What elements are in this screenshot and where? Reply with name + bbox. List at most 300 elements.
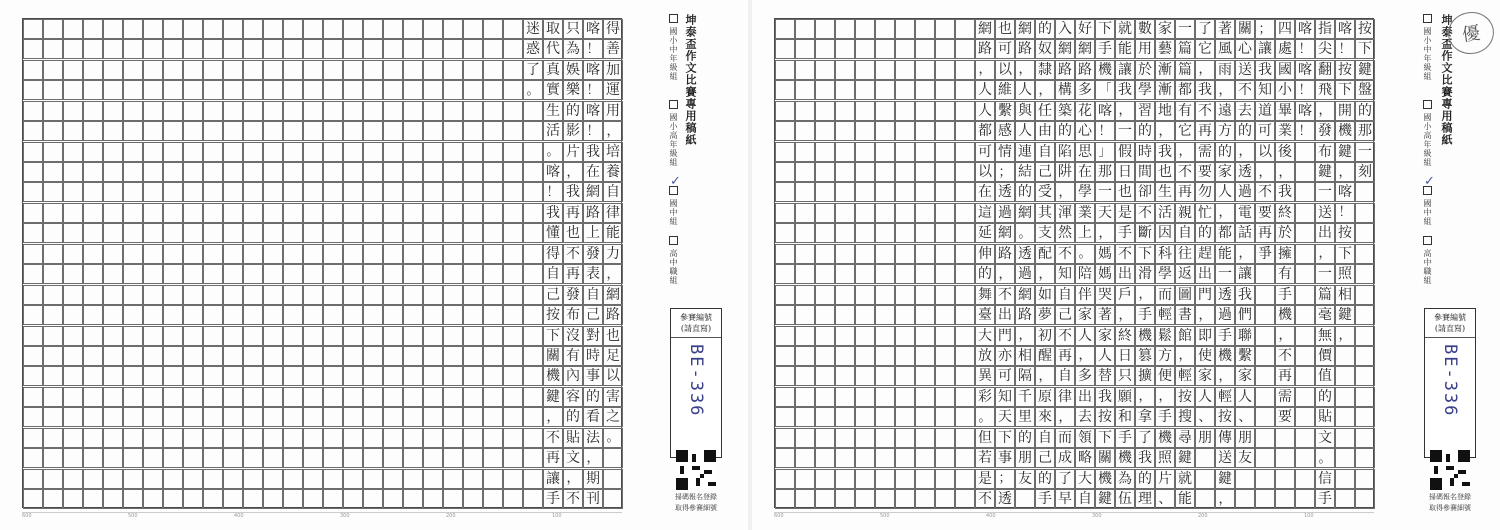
grid-cell: 著 [1095,305,1115,325]
grid-cell: 上 [1075,223,1095,243]
grid-cell [503,60,523,80]
grid-cell [103,305,123,325]
grid-cell [503,162,523,182]
grid-cell [955,60,975,80]
grid-cell [323,346,343,366]
grid-cell [103,101,123,121]
grid-cell: 發 [1315,121,1335,141]
grid-cell [523,387,543,407]
grid-cell [343,223,363,243]
grid-cell: 而 [1155,285,1175,305]
grid-cell [835,80,855,100]
grid-column [243,19,263,507]
grid-cell [603,469,623,489]
grid-cell [363,448,383,468]
grid-cell: 鍵 [543,387,563,407]
grid-cell [23,285,43,305]
grid-cell [523,203,543,223]
grid-cell: 片 [1155,469,1175,489]
grid-cell: 透 [1015,244,1035,264]
grid-cell: 為 [1115,469,1135,489]
grid-cell: 再 [1175,182,1195,202]
grid-cell: 了 [1135,428,1155,448]
grid-column [915,19,935,507]
grid-cell: ， [1155,121,1175,141]
grid-cell [183,305,203,325]
grid-cell: 養 [603,162,623,182]
grid-cell [503,428,523,448]
grid-cell [403,326,423,346]
grid-cell [303,80,323,100]
grid-cell [463,60,483,80]
grid-cell [775,203,795,223]
grid-cell: 遠 [1215,101,1235,121]
grid-cell [815,80,835,100]
grid-cell [503,203,523,223]
grid-cell: 知 [1055,264,1075,284]
grid-cell: ， [543,407,563,427]
grid-cell: 友 [1015,469,1035,489]
grid-cell [343,162,363,182]
grid-cell [263,346,283,366]
grid-column [875,19,895,507]
grid-cell [423,428,443,448]
grid-cell: 方 [1215,121,1235,141]
grid-cell [303,121,323,141]
grid-cell: 對 [583,326,603,346]
grid-cell: 「 [1095,80,1115,100]
grid-cell: 的 [563,407,583,427]
grid-cell [203,39,223,59]
grid-cell: 自 [603,182,623,202]
grid-cell [63,407,83,427]
grid-cell [403,448,423,468]
grid-cell: 機 [1155,428,1175,448]
grid-cell [303,182,323,202]
grid-cell [955,305,975,325]
grid-cell: 活 [543,121,563,141]
grid-cell [243,244,263,264]
grid-cell [343,428,363,448]
grid-cell: 布 [563,305,583,325]
grid-cell: 業 [1275,121,1295,141]
grid-cell [283,448,303,468]
grid-cell [463,407,483,427]
grid-cell [83,469,103,489]
grid-cell: 篇 [1175,60,1195,80]
grid-cell [283,223,303,243]
grid-cell [915,142,935,162]
grid-cell [915,428,935,448]
grid-cell [403,489,423,509]
grid-cell [203,469,223,489]
grid-cell: 天 [995,407,1015,427]
grid-cell [523,366,543,386]
grid-cell [423,285,443,305]
grid-cell: 感 [995,121,1015,141]
grid-cell [835,264,855,284]
grid-cell [915,285,935,305]
grid-cell: 能 [1115,39,1135,59]
grid-cell: ， [1215,80,1235,100]
grid-cell: 不 [995,285,1015,305]
grid-cell: 延 [975,223,995,243]
grid-cell: 相 [1015,346,1035,366]
grid-cell [503,142,523,162]
grid-cell [283,19,303,39]
grid-cell: 可 [975,142,995,162]
grid-cell: 機 [1335,121,1355,141]
grid-cell: 我 [1155,142,1175,162]
grid-cell: 的 [1055,121,1075,141]
grid-cell [163,285,183,305]
grid-cell [443,387,463,407]
grid-cell: 朋 [1195,428,1215,448]
grid-column [1215,19,1235,507]
grid-cell [915,489,935,509]
grid-cell [955,448,975,468]
grid-cell [1355,182,1375,202]
grid-cell [1335,346,1355,366]
grid-cell: ， [1215,366,1235,386]
grid-cell [463,326,483,346]
grid-cell: 按 [1355,19,1375,39]
grid-cell: 後 [1275,142,1295,162]
grid-cell [143,366,163,386]
grid-cell: 取 [543,19,563,39]
grid-cell [283,182,303,202]
grid-cell: 人 [1075,326,1095,346]
grid-cell [363,101,383,121]
grid-cell [875,489,895,509]
grid-cell [83,101,103,121]
grid-cell [123,223,143,243]
grid-cell [1295,469,1315,489]
grid-cell [403,39,423,59]
grid-cell [323,366,343,386]
grid-cell [423,387,443,407]
grid-cell [1335,489,1355,509]
grid-column [603,19,623,507]
grid-cell [1255,285,1275,305]
grid-cell [203,407,223,427]
grid-cell [895,223,915,243]
grid-column [1335,19,1355,507]
grid-cell [955,203,975,223]
grid-cell [143,39,163,59]
grid-cell: ， [1035,366,1055,386]
grid-cell: ， [1175,142,1195,162]
grid-cell [815,366,835,386]
grid-cell [43,142,63,162]
grid-cell [443,39,463,59]
grid-cell: 手 [1115,223,1135,243]
grid-cell [835,448,855,468]
grid-cell: 戶 [1115,285,1135,305]
grid-cell: 無 [1315,326,1335,346]
grid-cell [63,469,83,489]
grid-cell [183,448,203,468]
grid-cell: ， [1015,60,1035,80]
grid-cell [915,264,935,284]
grid-cell [103,121,123,141]
checkbox-icon [669,14,678,23]
grid-cell: 毫 [1315,305,1335,325]
grid-cell [955,101,975,121]
grid-cell [895,285,915,305]
grid-cell: 機 [1215,346,1235,366]
grid-cell [183,142,203,162]
grid-cell: 忙 [1195,203,1215,223]
grid-cell [363,121,383,141]
grid-cell [363,407,383,427]
grid-cell: 了 [1195,19,1215,39]
grid-cell: 話 [1235,223,1255,243]
grid-cell: 家 [1195,366,1215,386]
grid-cell [463,305,483,325]
grid-cell [775,223,795,243]
grid-cell [123,407,143,427]
grid-cell: 搜 [1175,407,1195,427]
grid-cell [63,182,83,202]
grid-cell [403,142,423,162]
grid-cell [123,366,143,386]
ruler [774,513,1374,523]
grid-cell [263,60,283,80]
grid-cell: 刻 [1355,162,1375,182]
grid-cell [443,19,463,39]
grid-cell [423,142,443,162]
grid-cell: 路 [1055,60,1075,80]
grid-cell [263,407,283,427]
entry-number-label: 參賽編號 (請直寫) [671,309,721,338]
grid-cell [895,203,915,223]
grid-cell [815,244,835,264]
grid-cell [423,244,443,264]
grid-cell [83,448,103,468]
grid-cell [163,428,183,448]
grid-cell: 要 [1275,407,1295,427]
grid-cell [23,162,43,182]
grid-cell [163,244,183,264]
grid-cell [915,469,935,489]
grid-cell [815,448,835,468]
grid-cell [855,326,875,346]
grid-cell: 著 [1215,19,1235,39]
grid-cell: 家 [1235,366,1255,386]
grid-cell [363,223,383,243]
grid-cell [935,162,955,182]
grid-cell [483,121,503,141]
grid-cell [855,387,875,407]
grid-cell [323,162,343,182]
ruler [22,513,622,523]
grid-cell [463,448,483,468]
grid-cell: 喀 [583,101,603,121]
grid-cell: 不 [1195,101,1215,121]
grid-cell [935,448,955,468]
grid-cell [43,60,63,80]
manuscript-page-1 [752,0,1500,530]
grid-cell: 生 [543,101,563,121]
check-mark-icon: ✓ [1424,174,1435,189]
grid-cell [1275,448,1295,468]
grid-cell [203,326,223,346]
grid-cell: 網 [1075,39,1095,59]
grid-cell: 有 [1175,101,1195,121]
grid-cell [855,428,875,448]
ruler-tick-label: 600 [22,513,32,519]
grid-cell: ， [1035,264,1055,284]
grid-cell [483,326,503,346]
grid-cell [83,80,103,100]
grid-cell: 下 [1355,39,1375,59]
grid-cell: 人 [975,101,995,121]
grid-cell: ， [975,60,995,80]
grid-cell [855,244,875,264]
grid-cell [423,162,443,182]
grid-cell [423,19,443,39]
grid-cell [1255,326,1275,346]
checkbox-icon [1423,100,1432,109]
grid-column [83,19,103,507]
grid-cell [263,469,283,489]
grid-cell [875,285,895,305]
grid-cell [123,448,143,468]
grid-cell: 一 [1315,264,1335,284]
grid-cell [503,223,523,243]
grid-cell [835,60,855,80]
grid-cell [503,366,523,386]
grid-cell: 喀 [583,60,603,80]
grid-cell [83,203,103,223]
grid-cell: 是 [1115,203,1135,223]
grid-cell [895,346,915,366]
grid-cell [363,305,383,325]
grid-cell: 聯 [1235,326,1255,346]
grid-cell: 爭 [1255,244,1275,264]
grid-cell: 學 [1135,80,1155,100]
grid-cell [143,80,163,100]
grid-cell [83,407,103,427]
grid-cell [503,305,523,325]
grid-cell [363,203,383,223]
grid-cell [775,60,795,80]
grid-cell: 娛 [563,60,583,80]
grid-cell [915,60,935,80]
grid-cell [263,244,283,264]
grid-cell: 、 [1155,489,1175,509]
grid-cell: ， [1155,387,1175,407]
grid-cell: 領 [1075,428,1095,448]
grid-cell [775,428,795,448]
grid-cell [203,182,223,202]
grid-cell: 於 [1275,223,1295,243]
grid-cell: ， [1255,162,1275,182]
grid-cell: 來 [1035,407,1055,427]
grid-cell [915,407,935,427]
grid-cell [815,142,835,162]
grid-cell [935,264,955,284]
grid-cell: ， [1275,162,1295,182]
grid-cell: 出 [1075,387,1095,407]
checkbox-icon [669,236,678,245]
grid-column [23,19,43,507]
grid-cell [935,203,955,223]
grid-cell: 再 [1275,366,1295,386]
grid-cell [63,489,83,509]
grid-cell [103,346,123,366]
grid-cell: 人 [1095,346,1115,366]
grid-cell: 喀 [1295,101,1315,121]
grid-cell: 成 [1055,448,1075,468]
ruler-tick-label: 200 [446,513,456,519]
grid-cell: 假 [1115,142,1135,162]
grid-cell [123,285,143,305]
grid-cell: 構 [1055,80,1075,100]
grid-cell [503,182,523,202]
grid-cell: 讓 [1115,60,1135,80]
grid-cell [383,346,403,366]
grid-cell [1335,448,1355,468]
grid-cell: ， [1135,387,1155,407]
grid-cell [303,19,323,39]
grid-cell [1295,203,1315,223]
grid-cell: 真 [543,60,563,80]
grid-cell: 尖 [1315,39,1335,59]
grid-cell [203,428,223,448]
grid-column [283,19,303,507]
grid-cell [323,326,343,346]
grid-cell [815,39,835,59]
grid-cell [815,489,835,509]
grid-cell: 發 [583,244,603,264]
grid-cell [223,489,243,509]
grid-cell: 自 [1035,428,1055,448]
grid-cell [283,101,303,121]
grid-cell: 的 [1215,142,1235,162]
grid-column [123,19,143,507]
grid-cell [955,264,975,284]
grid-cell: 在 [975,182,995,202]
grid-cell [775,448,795,468]
grid-cell [303,264,323,284]
grid-cell [1335,366,1355,386]
manuscript-grid [22,18,622,508]
grid-cell [403,19,423,39]
grid-cell: 便 [1155,366,1175,386]
grid-cell [875,80,895,100]
grid-cell [163,223,183,243]
grid-cell [815,60,835,80]
grid-cell: 喀 [1095,101,1115,121]
grid-cell: 習 [1135,101,1155,121]
grid-cell [123,244,143,264]
grid-cell: 與 [1015,101,1035,121]
grid-cell [835,142,855,162]
entry-number-value: BE-336 [686,344,706,418]
grid-cell: 去 [1235,101,1255,121]
grid-cell [935,121,955,141]
grid-cell [835,366,855,386]
grid-cell [875,305,895,325]
grid-cell [363,489,383,509]
grid-cell [1355,346,1375,366]
grid-cell: 都 [975,121,995,141]
grid-cell [935,244,955,264]
grid-cell [383,101,403,121]
grid-cell [855,80,875,100]
